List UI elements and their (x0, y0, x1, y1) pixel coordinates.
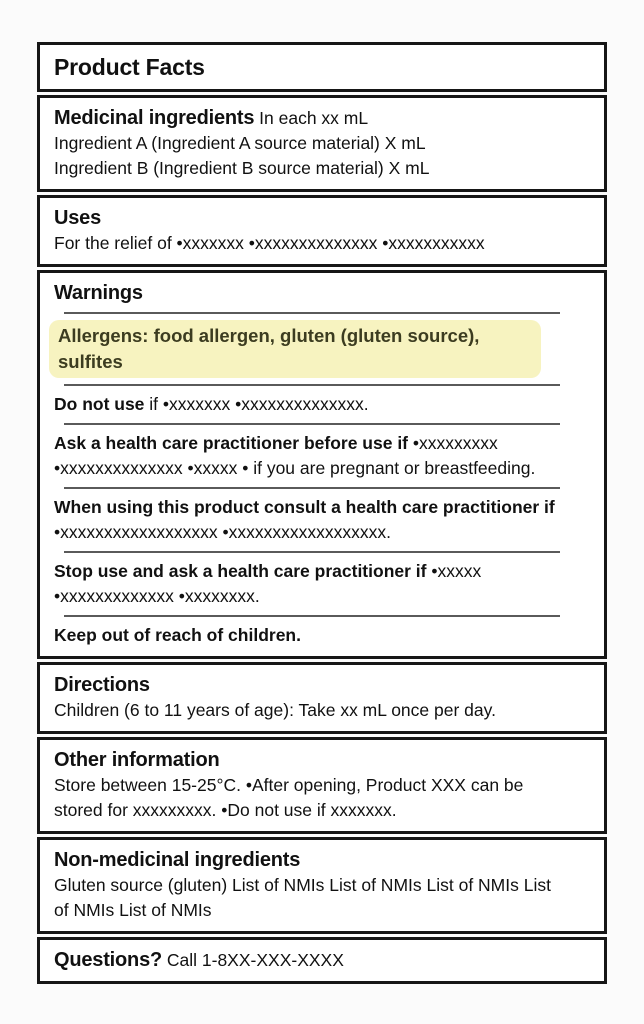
warnings-divider (64, 615, 560, 617)
warning-when-using: When using this product consult a health care practitioner if •xxxxxxxxxxxxxxxxxx •xxxxxxxxxxxxxxxxxx. (54, 497, 555, 542)
warnings-divider (64, 384, 560, 386)
warning-keep-out-of-reach: Keep out of reach of children. (54, 625, 301, 645)
section-questions (37, 937, 607, 984)
warning-do-not-use: Do not use if •xxxxxxx •xxxxxxxxxxxxxx. (54, 394, 369, 414)
warnings-divider (64, 487, 560, 489)
uses-heading: Uses (54, 207, 102, 229)
section-uses (37, 195, 607, 267)
medicinal-ingredient-b: Ingredient B (Ingredient B source material) X mL (54, 158, 430, 178)
directions-body: Children (6 to 11 years of age): Take xx mL once per day. (54, 700, 496, 720)
warning-stop-use: Stop use and ask a health care practitioner if •xxxxx •xxxxxxxxxxxxx •xxxxxxxx. (54, 561, 482, 606)
section-title (37, 42, 607, 92)
other-information-body: Store between 15-25°C. •After opening, Product XXX can be stored for xxxxxxxxx. •Do not use if xxxxxxx. (54, 775, 524, 820)
questions-heading: Questions? (54, 949, 163, 971)
non-medicinal-heading: Non-medicinal ingredients (54, 849, 301, 871)
questions-line (54, 948, 562, 973)
section-other-information (37, 737, 607, 834)
allergens-highlight: Allergens: food allergen, gluten (gluten source), sulfites (49, 320, 541, 378)
medicinal-ingredient-a: Ingredient A (Ingredient A source material) X mL (54, 133, 426, 153)
section-warnings (37, 270, 607, 659)
medicinal-heading-line (54, 106, 562, 131)
other-information-heading: Other information (54, 749, 220, 771)
warnings-heading: Warnings (54, 282, 143, 304)
uses-body: For the relief of •xxxxxxx •xxxxxxxxxxxxxx •xxxxxxxxxxx (54, 233, 485, 253)
questions-phone: Call 1-8XX-XXX-XXXX (162, 950, 344, 970)
product-facts-panel (37, 42, 607, 984)
warnings-divider (64, 423, 560, 425)
section-directions (37, 662, 607, 734)
section-medicinal-ingredients (37, 95, 607, 192)
warning-ask-practitioner: Ask a health care practitioner before use if •xxxxxxxxx •xxxxxxxxxxxxxx •xxxxx • if you are pregnant or breastfeeding. (54, 433, 536, 478)
warnings-divider (64, 551, 560, 553)
warnings-divider (64, 312, 560, 314)
section-non-medicinal (37, 837, 607, 934)
medicinal-heading-suffix: In each xx mL (254, 108, 369, 128)
directions-heading: Directions (54, 674, 150, 696)
medicinal-heading: Medicinal ingredients (54, 107, 255, 129)
panel-title: Product Facts (54, 54, 205, 80)
non-medicinal-body: Gluten source (gluten) List of NMIs List of NMIs List of NMIs List of NMIs List of NMIs (54, 875, 551, 920)
